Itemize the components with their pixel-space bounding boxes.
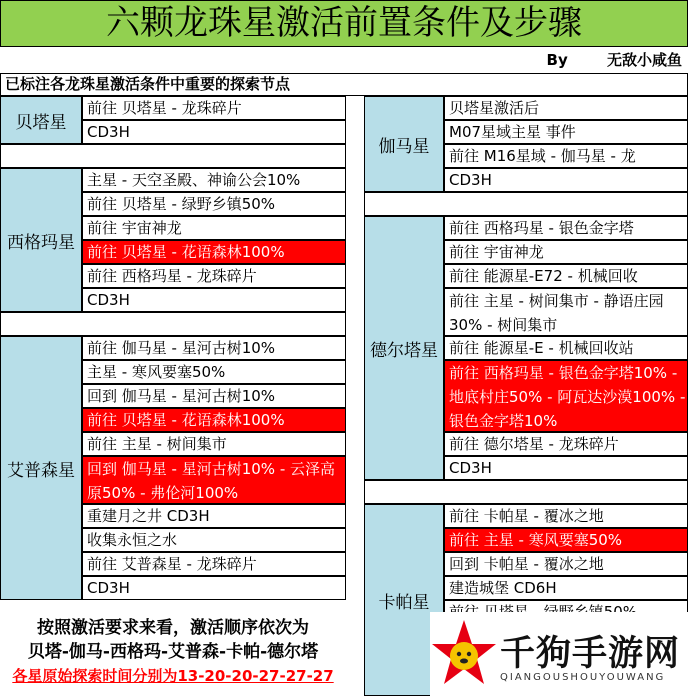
step-row: 前往 艾普森星 - 龙珠碎片 xyxy=(82,552,346,576)
step-row: CD3H xyxy=(82,120,346,144)
step-row: 回到 伽马星 - 星河古树10% xyxy=(82,384,346,408)
spacer-row xyxy=(0,312,346,336)
step-row: 收集永恒之水 xyxy=(82,528,346,552)
step-row-highlight: 前往 西格玛星 - 银色金字塔10% - 地底村庄50% - 阿瓦达沙漠100% - 银色金字塔10% xyxy=(444,360,688,432)
planet-betasitar: 贝塔星 xyxy=(0,96,82,144)
summary-line-2: 贝塔-伽马-西格玛-艾普森-卡帕-德尔塔 xyxy=(27,642,319,662)
step-row: 前往 卡帕星 - 覆冰之地 xyxy=(444,504,688,528)
page-title: 六颗龙珠星激活前置条件及步骤 xyxy=(0,0,688,47)
star-dog-icon xyxy=(432,618,496,690)
step-row: 前往 宇宙神龙 xyxy=(82,216,346,240)
step-row: 重建月之井 CD3H xyxy=(82,504,346,528)
planet-deltar: 德尔塔星 xyxy=(364,216,444,480)
summary-times: 各星原始探索时间分别为13-20-20-27-27-27 xyxy=(12,667,334,685)
byline-by: By xyxy=(546,51,568,69)
planet-aipusen: 艾普森星 xyxy=(0,336,82,600)
step-row: 贝塔星激活后 xyxy=(444,96,688,120)
spacer-row xyxy=(364,480,688,504)
note-row: 已标注各龙珠星激活条件中重要的探索节点 xyxy=(0,73,688,96)
step-row: 前往 贝塔星 - 龙珠碎片 xyxy=(82,96,346,120)
byline-author: 无敌小咸鱼 xyxy=(606,51,682,69)
spacer-row xyxy=(0,144,346,168)
step-row: 前往 贝塔星 - 绿野乡镇50% xyxy=(82,192,346,216)
step-row: 前往 M16星域 - 伽马星 - 龙 xyxy=(444,144,688,168)
step-row: 前往 宇宙神龙 xyxy=(444,240,688,264)
logo-name: 千狗手游网 xyxy=(500,634,681,674)
step-row: 前往 伽马星 - 星河古树10% xyxy=(82,336,346,360)
planet-kapa: 卡帕星 xyxy=(364,504,444,696)
byline xyxy=(0,47,688,73)
step-row: 前往 西格玛星 - 龙珠碎片 xyxy=(82,264,346,288)
planet-gamma: 伽马星 xyxy=(364,96,444,192)
summary-box xyxy=(0,600,346,696)
step-row: 建造城堡 CD6H xyxy=(444,576,688,600)
summary-line-1: 按照激活要求来看，激活顺序依次为 xyxy=(37,618,309,638)
step-row: 前往 主星 - 树间集市 - 静语庄园30% - 树间集市 xyxy=(444,288,688,336)
step-row: 回到 卡帕星 - 覆冰之地 xyxy=(444,552,688,576)
planet-xigemar: 西格玛星 xyxy=(0,168,82,312)
step-row: CD3H xyxy=(82,288,346,312)
logo-pinyin: QIANGOUSHOUYOUWANG xyxy=(500,672,666,683)
step-row: 前往 能源星-E72 - 机械回收 xyxy=(444,264,688,288)
step-row: 主星 - 寒风要塞50% xyxy=(82,360,346,384)
step-row: 前往 主星 - 树间集市 xyxy=(82,432,346,456)
step-row: 前往 能源星-E - 机械回收站 xyxy=(444,336,688,360)
step-row: M07星域主星 事件 xyxy=(444,120,688,144)
step-row: CD3H xyxy=(444,168,688,192)
site-logo xyxy=(430,612,688,696)
step-row-highlight: 前往 贝塔星 - 花语森林100% xyxy=(82,408,346,432)
spacer-row xyxy=(364,192,688,216)
step-row: CD3H xyxy=(82,576,346,600)
step-row: 前往 西格玛星 - 银色金字塔 xyxy=(444,216,688,240)
step-row: 前往 德尔塔星 - 龙珠碎片 xyxy=(444,432,688,456)
step-row-highlight: 回到 伽马星 - 星河古树10% - 云泽高原50% - 弗伦河100% xyxy=(82,456,346,504)
step-row-highlight: 前往 主星 - 寒风要塞50% xyxy=(444,528,688,552)
step-row-highlight: 前往 贝塔星 - 花语森林100% xyxy=(82,240,346,264)
step-row: CD3H xyxy=(444,456,688,480)
step-row: 主星 - 天空圣殿、神谕公会10% xyxy=(82,168,346,192)
